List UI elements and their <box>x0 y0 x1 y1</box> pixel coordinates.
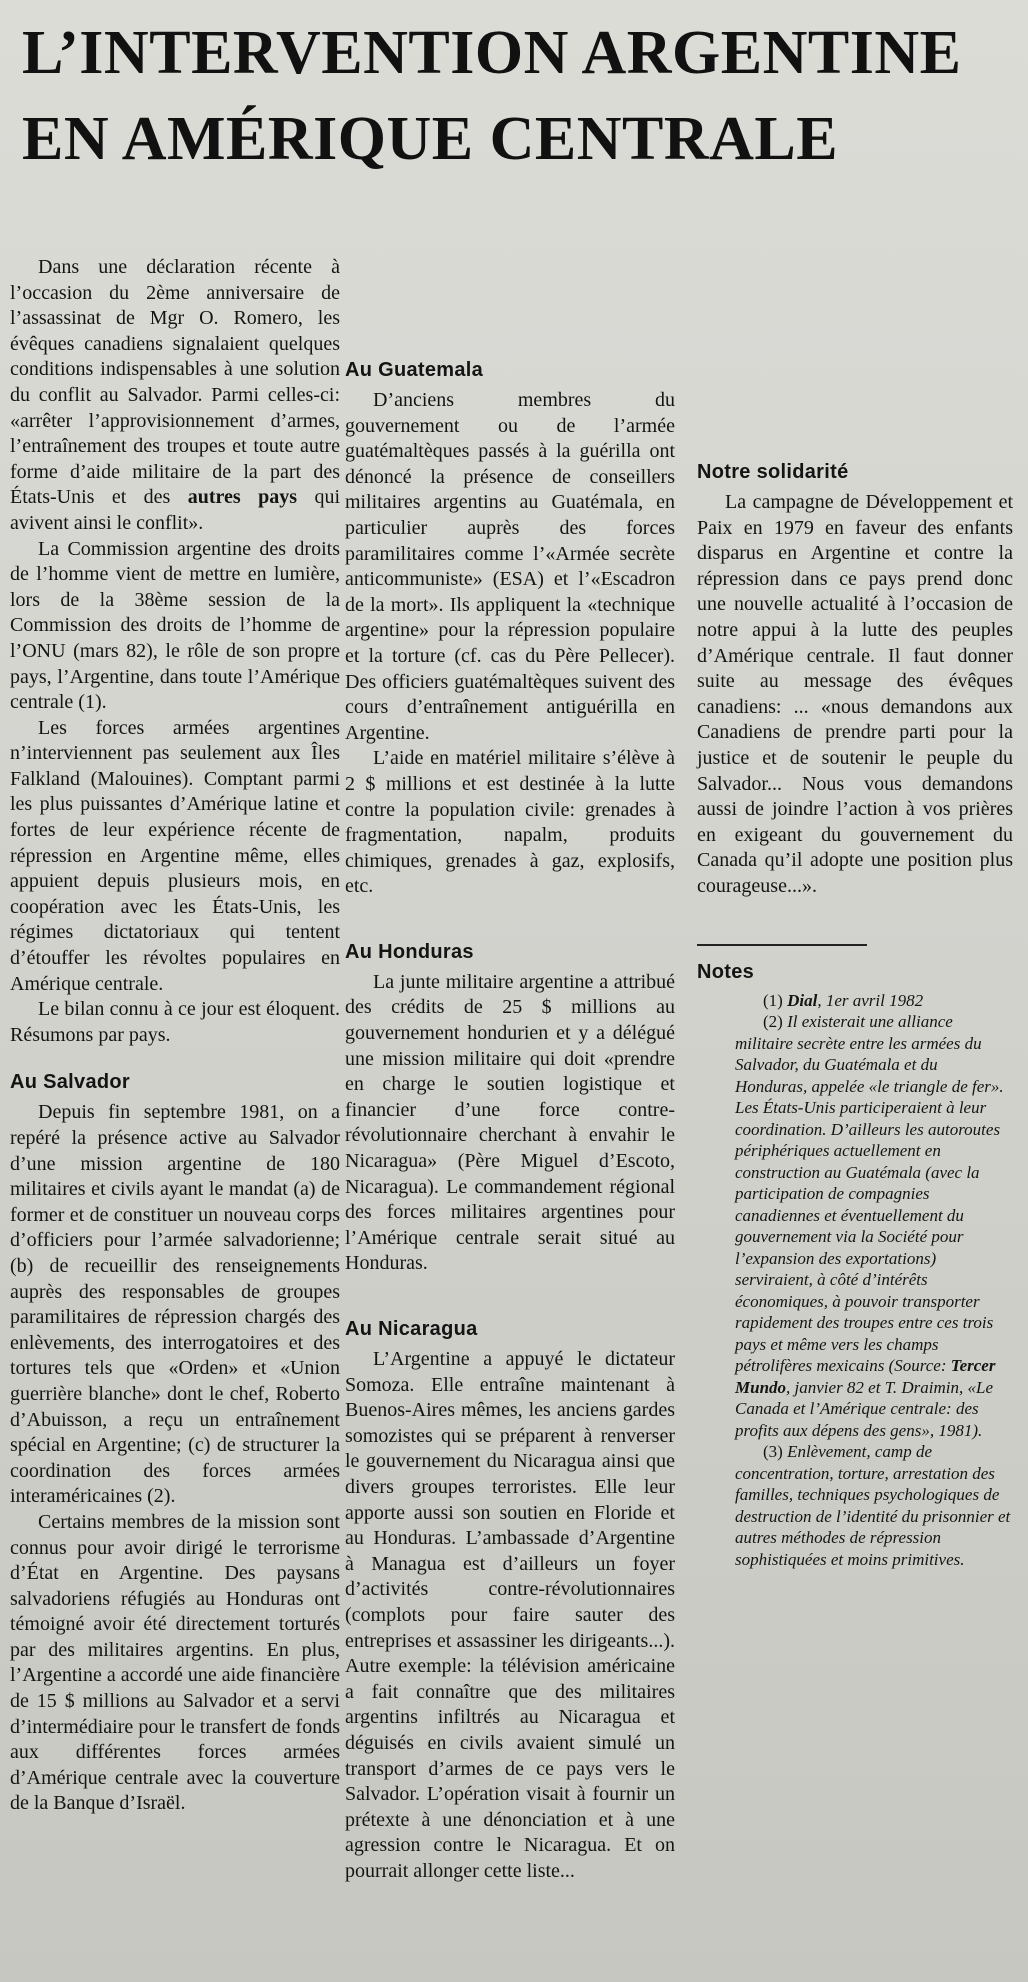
salvador-paragraph-2: Certains membres de la mission sont connus pour avoir dirigé le terrorisme d’État en Argentine. Des paysans salvadoriens réfugiés au Honduras ont témoigné avoir été directement torturés par des militaires argentins. En plus, l’Argentine a accordé une aide financière de 15 $ millions au Salvador et a servi d’intermédiaire pour le transfert de fonds aux différentes forces armées d’Amérique centrale avec la couverture de la Banque d’Israël. <box>10 1510 340 1815</box>
heading-salvador: Au Salvador <box>10 1071 130 1094</box>
heading-nicaragua: Au Nicaragua <box>345 1318 478 1340</box>
note-2-number: (2) <box>763 1012 788 1031</box>
heading-notes: Notes <box>697 960 755 983</box>
notes-divider <box>697 944 867 946</box>
nicaragua-paragraph-1: L’Argentine a appuyé le dictateur Somoza. Elle entraîne maintenant à Buenos-Aires mêmes, les anciens gardes somozistes qui se préparent à renverser le gouvernement du Nicaragua ainsi que divers groupes terroristes. Elle leur apporte aussi son soutien en Floride et au Honduras. L’ambassade d’Argentine à Managua est d’ailleurs un foyer d’activités contre-révolutionnaires (complots pour faire sauter des entreprises et assassiner les dirigeants...). Autre exemple: la télévision américaine a fait connaître que des militaires argentins infiltrés au Nicaragua et déguisés en civils avaient simulé un transport d’armes de ce pays vers le Salvador. L’opération visait à fournir un prétexte à une dénonciation et à une agression contre le Nicaragua. Et on pourrait allonger cette liste... <box>345 1348 675 1882</box>
column-3 <box>697 460 1013 1570</box>
note-3-number: (3) <box>763 1442 788 1461</box>
guatemala-paragraph-1: D’anciens membres du gouvernement ou de l’armée guatémaltèques passés à la guérilla ont dénoncé la présence de conseillers militaires argentins au Guatémala, en particulier auprès des forces paramilitaires comme l’«Armée secrète anticommuniste» (ESA) et l’«Escadron de la mort». Ils appliquent la «technique argentine» pour la répression populaire et la torture (cf. cas du Père Pellecer). Des officiers guatémaltèques suivent des cours d’entraînement antiguérilla en Argentine. <box>345 389 675 744</box>
article-title <box>22 10 1002 182</box>
salvador-paragraph-1: Depuis fin septembre 1981, on a repéré la présence active au Salvador d’une mission argentine de 180 militaires et civils ayant le mandat (a) de former et de constituer un nouveau corps d’officiers pour l’armée salvadorienne; (b) de recueillir des renseignements auprès des responsables de groupes paramilitaires de répression chargés des enlèvements, des interrogatoires et des tortures tels que «Orden» et «Union guerrière blanche» dont le chef, Roberto d’Abuisson, a reçu un entraînement spécial en Argentine; (c) de structurer la coordination des forces armées interaméricaines (2). <box>10 1101 340 1508</box>
heading-honduras: Au Honduras <box>345 940 474 963</box>
note-2-text-a: Il existerait une alliance militaire secrète entre les armées du Salvador, du Guatémala et du Honduras, appelée «le triangle de fer». Les États-Unis participeraient à leur coordination. D’ailleurs les autoroutes périphériques actuellement en construction au Guatémala (avec la participation de compagnies canadiennes et éventuellement du gouvernement via la Société pour l’expansion des exportations) serviraient, à côté d’intérêts économiques, à pouvoir transporter rapidement des troupes entre ces trois pays et même vers les champs pétrolifères mexicains (Source: <box>735 1012 1004 1375</box>
heading-solidarite: Notre solidarité <box>697 461 849 483</box>
note-1 <box>697 990 1013 1012</box>
intro-paragraph-4: Le bilan connu à ce jour est éloquent. Résumons par pays. <box>10 998 340 1046</box>
honduras-paragraph-1: La junte militaire argentine a attribué des crédits de 25 $ millions au gouvernement hondurien et y a délégué une mission militaire qui doit «prendre en charge le soutien logistique et financier d’une force contre-révolutionnaire cherchant à envahir le Nicaragua» (Père Miguel d’Escoto, Nicaragua). Le commandement régional des forces militaires argentines pour l’Amérique centrale serait situé au Honduras. <box>345 970 675 1275</box>
note-3 <box>697 1441 1013 1570</box>
note-2 <box>697 1011 1013 1441</box>
intro-p1-text-b: qui avivent ainsi le conflit». <box>10 486 340 534</box>
intro-p1-text-a: Dans une déclaration récente à l’occasion du 2ème anniversaire de l’assassinat de Mgr O. Romero, les évêques canadiens signalaient quelques conditions indispensables à une solution du conflit au Salvador. Parmi celles-ci: «arrêter l’approvisionnement d’armes, l’entraînement des troupes et toute autre forme d’aide militaire de la part des États-Unis et des <box>10 256 340 509</box>
note-1-text: , 1er avril 1982 <box>817 990 924 1010</box>
intro-paragraph-3: Les forces armées argentines n’interviennent pas seulement aux Îles Falkland (Malouines). Comptant parmi les plus puissantes d’Amérique latine et fortes de leur expérience récente de répression en Argentine même, elles appuient depuis plusieurs mois, en coopération avec les États-Unis, les régimes dictatoriaux qui tentent d’étouffer les révoltes populaires en Amérique centrale. <box>10 716 340 995</box>
title-line-1: L’INTERVENTION ARGENTINE <box>22 19 962 87</box>
guatemala-paragraph-2: L’aide en matériel militaire s’élève à 2 $ millions et est destinée à la lutte contre la population civile: grenades à fragmentation, napalm, produits chimiques, grenades à gaz, explosifs, etc. <box>345 747 675 898</box>
intro-p1-emphasis: autres pays <box>187 486 298 509</box>
note-2-text-b: , janvier 82 et T. Draimin, «Le Canada et l’Amérique centrale: des profits aux dépens des gens», 1981). <box>735 1377 994 1440</box>
column-2-main <box>345 358 675 1884</box>
note-2-source: Tercer Mundo <box>735 1356 996 1397</box>
note-1-source: Dial <box>787 990 818 1010</box>
solidarite-paragraph-1: La campagne de Développement et Paix en 1979 en faveur des enfants disparus en Argentine et contre la répression dans ce pays prend donc une nouvelle actualité à l’occasion de notre appui à la lutte des peuples d’Amérique centrale. Il faut donner suite au message des évêques canadiens: ... «nous demandons aux Canadiens de prendre parti pour la justice et de soutenir le peuple du Salvador... Nous vous demandons aussi de joindre l’action à vos prières en exigeant du gouvernement du Canada qu’il adopte une position plus courageuse...». <box>697 491 1013 897</box>
intro-paragraph-2: La Commission argentine des droits de l’homme vient de mettre en lumière, lors de la 38ème session de la Commission des droits de l’homme de l’ONU (mars 82), le rôle de son propre pays, l’Argentine, dans toute l’Amérique centrale (1). <box>10 537 340 714</box>
column-1 <box>10 255 340 1817</box>
note-3-text: Enlèvement, camp de concentration, torture, arrestation des familles, techniques psychologiques de destruction de l’identité du prisonnier et autres méthodes de répression sophistiquées et moins primitives. <box>735 1442 1011 1569</box>
title-line-2: EN AMÉRIQUE CENTRALE <box>22 105 839 173</box>
heading-guatemala: Au Guatemala <box>345 359 484 381</box>
intro-paragraph-1 <box>10 255 340 537</box>
note-1-number: (1) <box>763 990 788 1010</box>
